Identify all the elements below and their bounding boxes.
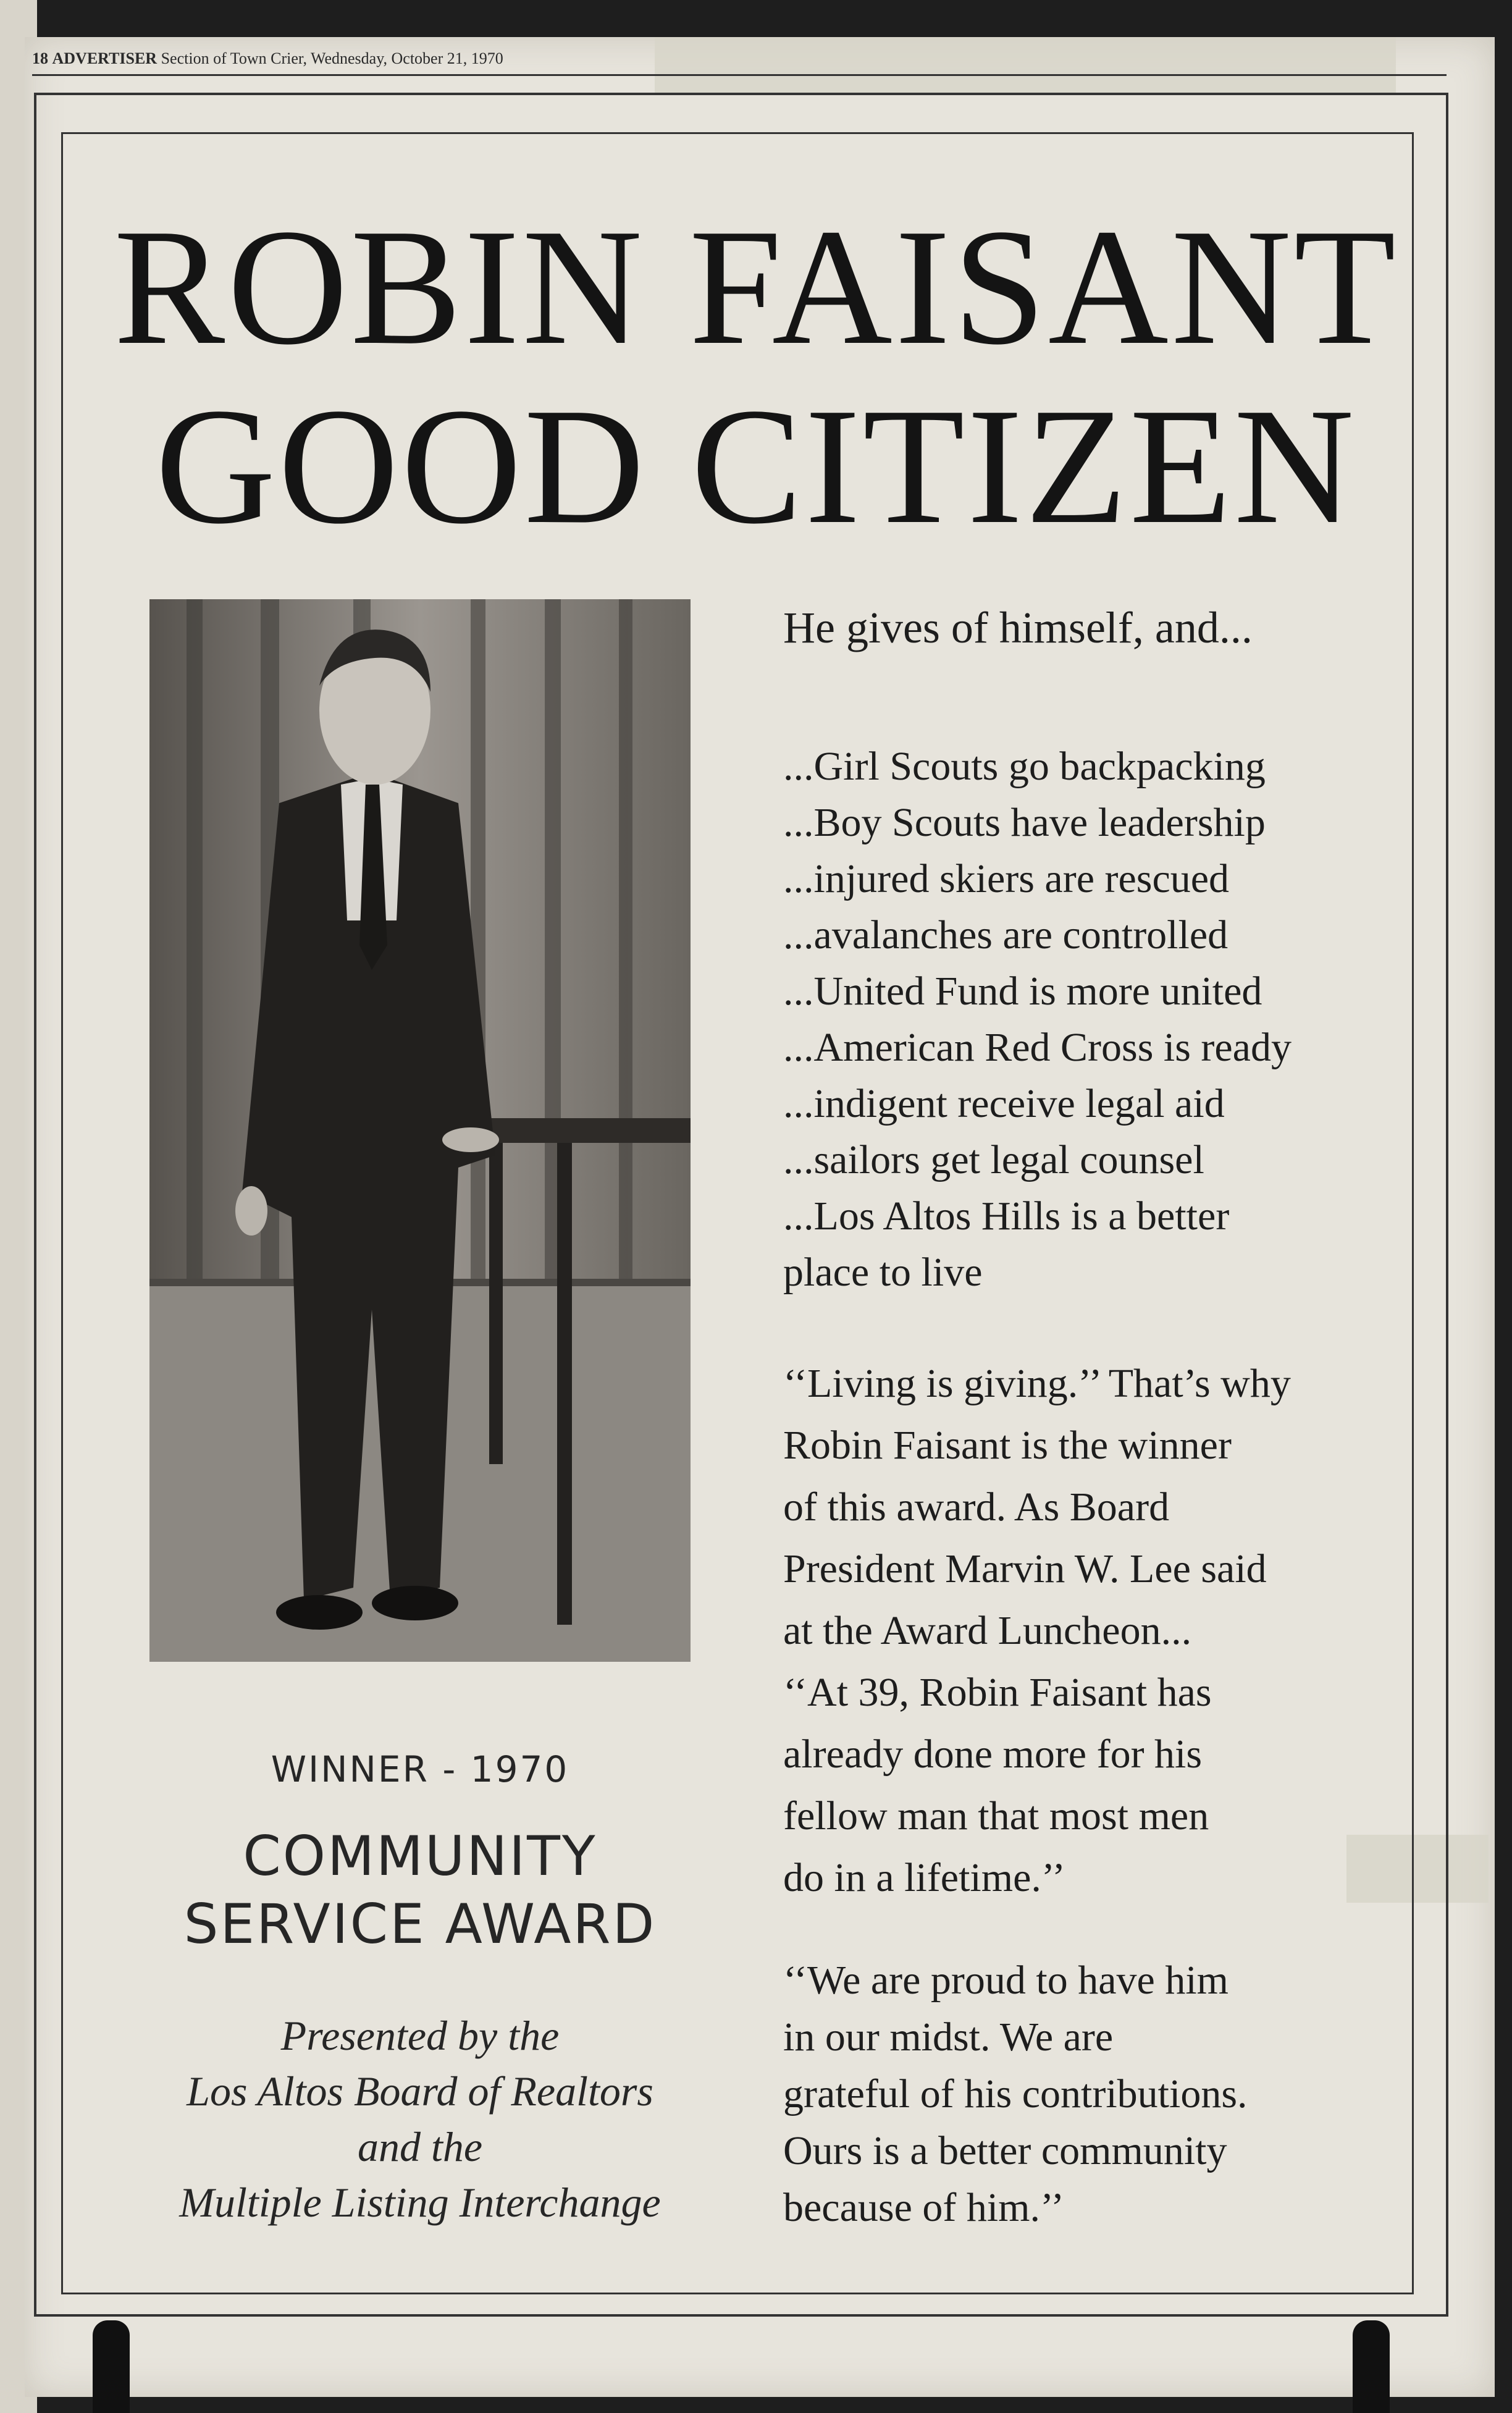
portrait-illustration (149, 599, 691, 1662)
list-item: place to live (783, 1250, 983, 1295)
presented-line: and the (357, 2123, 483, 2170)
quote-line: fellow man that most men (783, 1793, 1209, 1838)
masthead-rule (32, 74, 1447, 76)
list-item: ...Boy Scouts have leadership (783, 800, 1266, 845)
quote-line: ‘‘We are proud to have him (783, 1958, 1229, 2003)
headline-line-2: GOOD CITIZEN (155, 374, 1357, 558)
intro-text: He gives of himself, and... (783, 603, 1253, 652)
list-item: ...American Red Cross is ready (783, 1025, 1292, 1070)
quote-line: because of him.’’ (783, 2185, 1065, 2230)
quote-line: Robin Faisant is the winner (783, 1423, 1232, 1468)
quote-line: grateful of his contributions. (783, 2071, 1248, 2116)
quote-paragraph-1 (783, 1353, 1426, 1909)
masthead (32, 49, 503, 68)
list-item: ...avalanches are controlled (783, 912, 1228, 958)
presented-line: Presented by the (280, 2012, 560, 2059)
quote-line: do in a lifetime.’’ (783, 1855, 1065, 1900)
quote-line: President Marvin W. Lee said (783, 1546, 1267, 1591)
presented-line: Los Altos Board of Realtors (187, 2068, 653, 2115)
contributions-list (783, 738, 1426, 1300)
quote-line: already done more for his (783, 1732, 1203, 1777)
quote-line: of this award. As Board (783, 1484, 1170, 1530)
list-item: ...Girl Scouts go backpacking (783, 744, 1266, 789)
presented-line: Multiple Listing Interchange (179, 2179, 661, 2226)
list-item: ...indigent receive legal aid (783, 1081, 1225, 1126)
quote-line: ‘‘Living is giving.’’ That’s why (783, 1361, 1291, 1406)
list-item: ...Los Altos Hills is a better (783, 1194, 1230, 1239)
list-item: ...sailors get legal counsel (783, 1137, 1204, 1182)
publication-name: ADVERTISER (52, 49, 158, 67)
list-item: ...United Fund is more united (783, 969, 1262, 1014)
display-stand-right (1353, 2320, 1390, 2413)
quote-line: at the Award Luncheon... (783, 1608, 1192, 1653)
quote-paragraph-2 (783, 1952, 1426, 2236)
masthead-dateline: Section of Town Crier, Wednesday, October 21, 1970 (161, 49, 503, 67)
headline (0, 195, 1512, 558)
quote-line: ‘‘At 39, Robin Faisant has (783, 1670, 1212, 1715)
award-title (93, 1822, 747, 1958)
quote-line: in our midst. We are (783, 2015, 1114, 2060)
quote-line: Ours is a better community (783, 2128, 1227, 2173)
headline-line-1: ROBIN FAISANT (114, 195, 1398, 379)
award-title-line-1: COMMUNITY (243, 1824, 597, 1888)
winner-year: WINNER - 1970 (271, 1748, 569, 1790)
presented-by (93, 2008, 747, 2230)
portrait-photo (149, 599, 691, 1662)
list-item: ...injured skiers are rescued (783, 856, 1230, 901)
display-stand-left (93, 2320, 130, 2413)
page-number: 18 (32, 49, 48, 67)
award-title-line-2: SERVICE AWARD (183, 1892, 657, 1956)
tape-strip-top (655, 37, 1396, 93)
